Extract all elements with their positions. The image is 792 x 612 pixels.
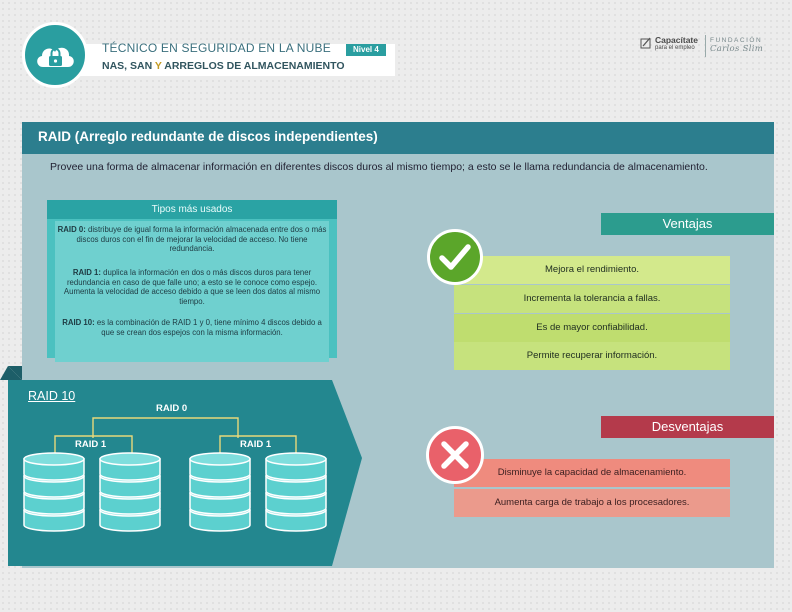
tipo-raid0: RAID 0: distribuye de igual forma la información almacenada entre dos o más discos duros con el fin de mejorar la velocidad de acceso. No tiene redundancia. [55,221,329,269]
desventajas-title: Desventajas [601,416,774,438]
course-subtitle: NAS, SAN Y ARREGLOS DE ALMACENAMIENTO [102,60,345,72]
raid1-right-label: RAID 1 [240,439,272,450]
disk-stack-icon [266,453,326,531]
raid10-title: RAID 10 [28,389,76,403]
desventaja-item: Aumenta carga de trabajo a los procesadores. [454,489,730,517]
panel-title: RAID (Arreglo redundante de discos independientes) [38,129,378,144]
x-icon [426,426,484,484]
course-title: TÉCNICO EN SEGURIDAD EN LA NUBE [102,41,331,55]
header-badge [22,22,88,88]
fundacion-logo: FUNDACIÓN Carlos Slim [710,37,764,54]
ventaja-item: Permite recuperar información. [454,342,730,370]
intro-text: Provee una forma de almacenar información en diferentes discos duros al mismo tiempo; a esto se le llama redundancia de almacenamiento. [50,161,708,173]
disk-stack-icon [100,453,160,531]
capacitate-logo: Capacítate para el empleo [655,35,698,51]
check-icon [427,229,483,285]
ventajas-title: Ventajas [601,213,774,235]
ventaja-item: Es de mayor confiabilidad. [454,314,730,342]
desventaja-item: Disminuye la capacidad de almacenamiento. [454,459,730,487]
capacitate-logo-icon [640,37,652,49]
tipos-header: Tipos más usados [47,200,337,219]
tipo-raid1: RAID 1: duplica la información en dos o más discos duros para tener redundancia en caso de que falle uno; a esto se le conoce como espejo. Aumenta la velocidad de acceso debido a que se leen dos datos al mismo tiempo. [55,264,329,318]
raid1-left-label: RAID 1 [75,439,107,450]
tipo-raid10: RAID 10: es la combinación de RAID 1 y 0, tiene mínimo 4 discos debido a que se crean dos espejos con la misma información. [55,314,329,362]
level-badge: Nivel 4 [346,44,386,56]
disk-stack-icon [24,453,84,531]
ventaja-item: Incrementa la tolerancia a fallas. [454,285,730,313]
logo-divider [705,35,706,57]
ventaja-item: Mejora el rendimiento. [454,256,730,284]
disk-stack-icon [190,453,250,531]
lock-icon [33,35,77,75]
raid0-label: RAID 0 [156,403,188,414]
